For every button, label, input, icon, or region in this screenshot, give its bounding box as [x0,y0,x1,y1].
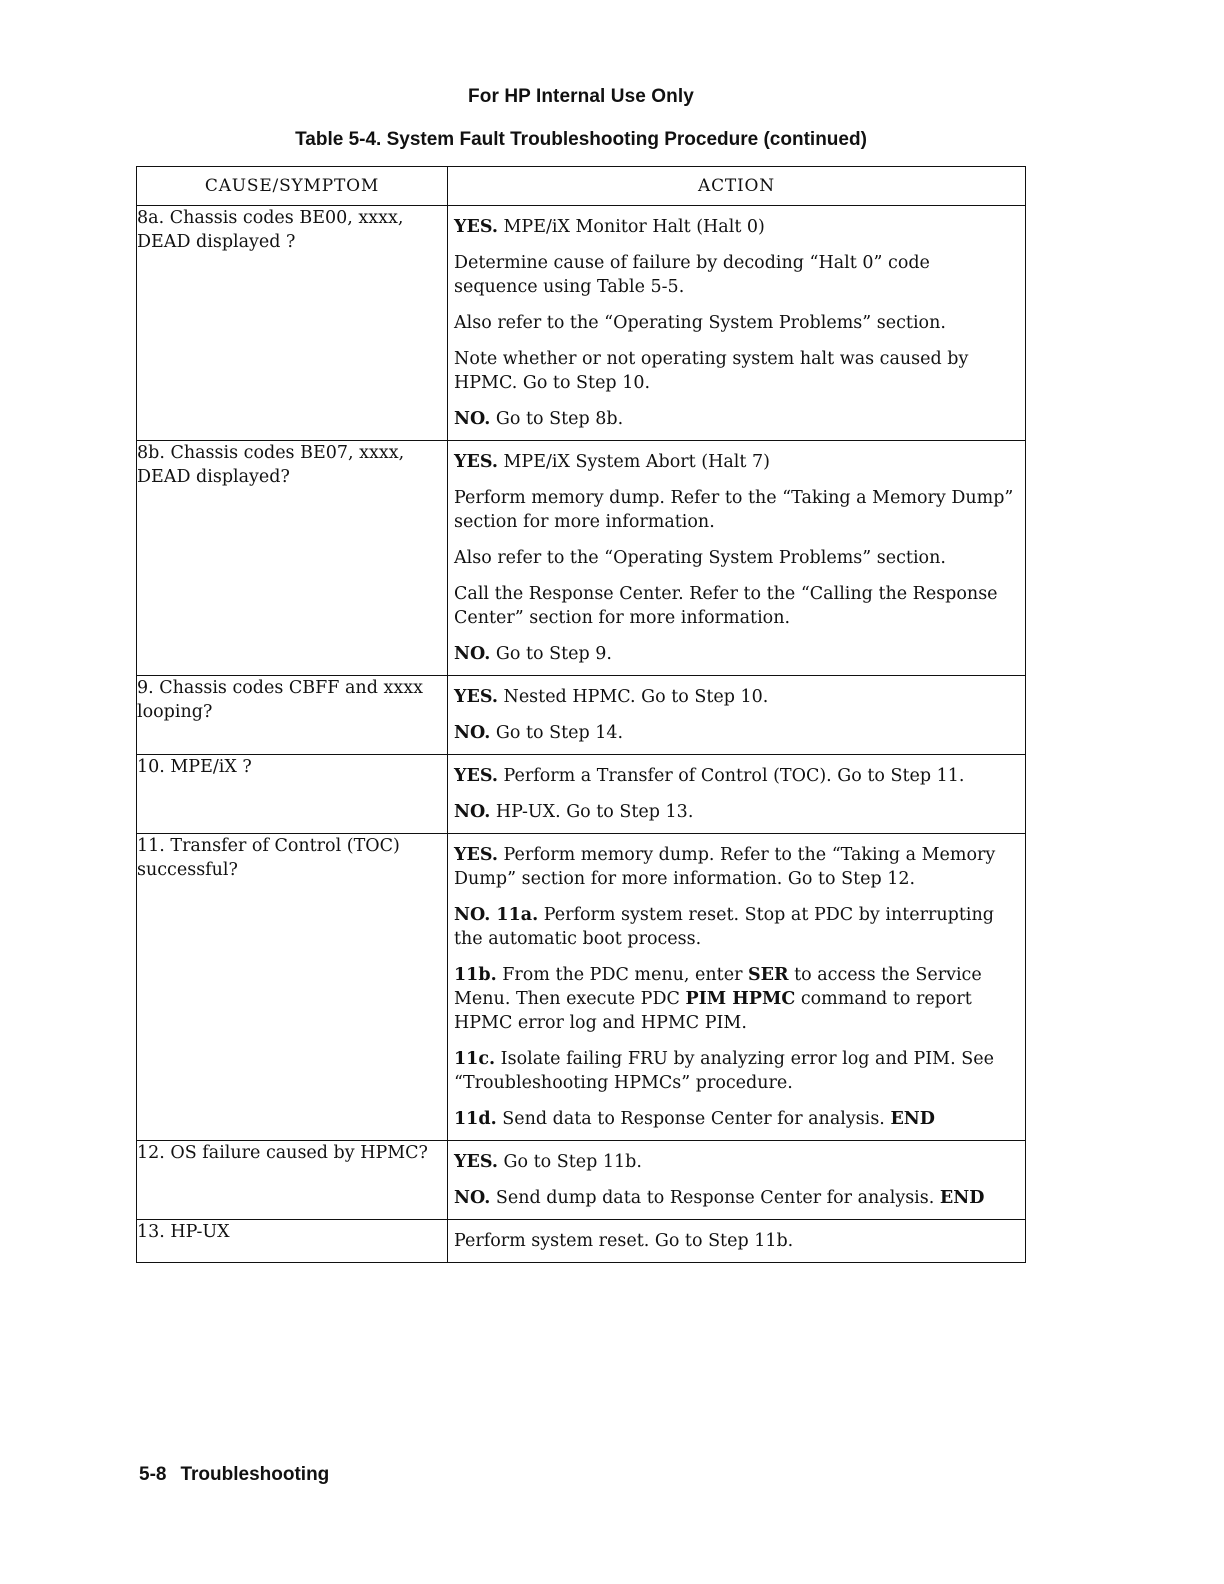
action-line: Also refer to the “Operating System Problems” section. [454,548,946,568]
cause-cell: 11. Transfer of Control (TOC) successful? [137,834,448,1141]
table-row [137,676,1026,755]
action-line: 11c. Isolate failing FRU by analyzing error log and PIM. See “Troubleshooting HPMCs” procedure. [454,1049,994,1093]
action-line: YES. Go to Step 11b. [454,1152,642,1172]
action-line: Call the Response Center. Refer to the “Calling the Response Center” section for more information. [454,584,998,628]
page-footer [139,1464,343,1486]
table-title: Table 5-4. System Fault Troubleshooting Procedure (continued) [295,129,867,150]
cause-cell: 10. MPE/iX ? [137,755,448,834]
action-cell [448,206,1026,441]
page-header: For HP Internal Use Only [468,86,694,107]
action-line: Perform system reset. Go to Step 11b. [454,1231,794,1251]
action-line: Perform memory dump. Refer to the “Taking a Memory Dump” section for more information. [454,488,1014,532]
action-line: Determine cause of failure by decoding “Halt 0” code sequence using Table 5-5. [454,253,930,297]
troubleshooting-table [136,166,1026,1263]
table-row [137,206,1026,441]
column-header-action: ACTION [448,167,1026,206]
action-line: YES. Nested HPMC. Go to Step 10. [454,687,769,707]
page-number: 5-8 [139,1464,167,1485]
cause-cell: 8a. Chassis codes BE00, xxxx, DEAD displayed ? [137,206,448,441]
action-cell [448,1141,1026,1220]
action-line: NO. Go to Step 8b. [454,409,624,429]
action-line: Also refer to the “Operating System Problems” section. [454,313,946,333]
table-row [137,755,1026,834]
action-line: 11d. Send data to Response Center for analysis. END [454,1109,935,1129]
cause-cell: 13. HP-UX [137,1220,448,1263]
action-line: NO. Go to Step 14. [454,723,624,743]
action-cell [448,1220,1026,1263]
action-cell [448,441,1026,676]
action-cell [448,676,1026,755]
action-line: YES. MPE/iX System Abort (Halt 7) [454,452,770,472]
action-line: NO. 11a. Perform system reset. Stop at PDC by interrupting the automatic boot process. [454,905,994,949]
section-name: Troubleshooting [180,1464,330,1485]
cause-cell: 9. Chassis codes CBFF and xxxx looping? [137,676,448,755]
action-line: YES. MPE/iX Monitor Halt (Halt 0) [454,217,765,237]
table-row [137,1220,1026,1263]
action-line: NO. HP-UX. Go to Step 13. [454,802,694,822]
table-row [137,834,1026,1141]
action-line: 11b. From the PDC menu, enter SER to access the Service Menu. Then execute PDC PIM HPMC command to report HPMC error log and HPMC PIM. [454,965,982,1033]
table-row [137,1141,1026,1220]
action-cell [448,834,1026,1141]
column-header-cause: CAUSE/SYMPTOM [137,167,448,206]
action-cell [448,755,1026,834]
table-row [137,441,1026,676]
action-line: NO. Go to Step 9. [454,644,612,664]
action-line: Note whether or not operating system halt was caused by HPMC. Go to Step 10. [454,349,969,393]
cause-cell: 8b. Chassis codes BE07, xxxx, DEAD displayed? [137,441,448,676]
action-line: YES. Perform memory dump. Refer to the “Taking a Memory Dump” section for more information. Go to Step 12. [454,845,996,889]
action-line: NO. Send dump data to Response Center for analysis. END [454,1188,985,1208]
cause-cell: 12. OS failure caused by HPMC? [137,1141,448,1220]
table-header-row [137,167,1026,206]
action-line: YES. Perform a Transfer of Control (TOC). Go to Step 11. [454,766,965,786]
